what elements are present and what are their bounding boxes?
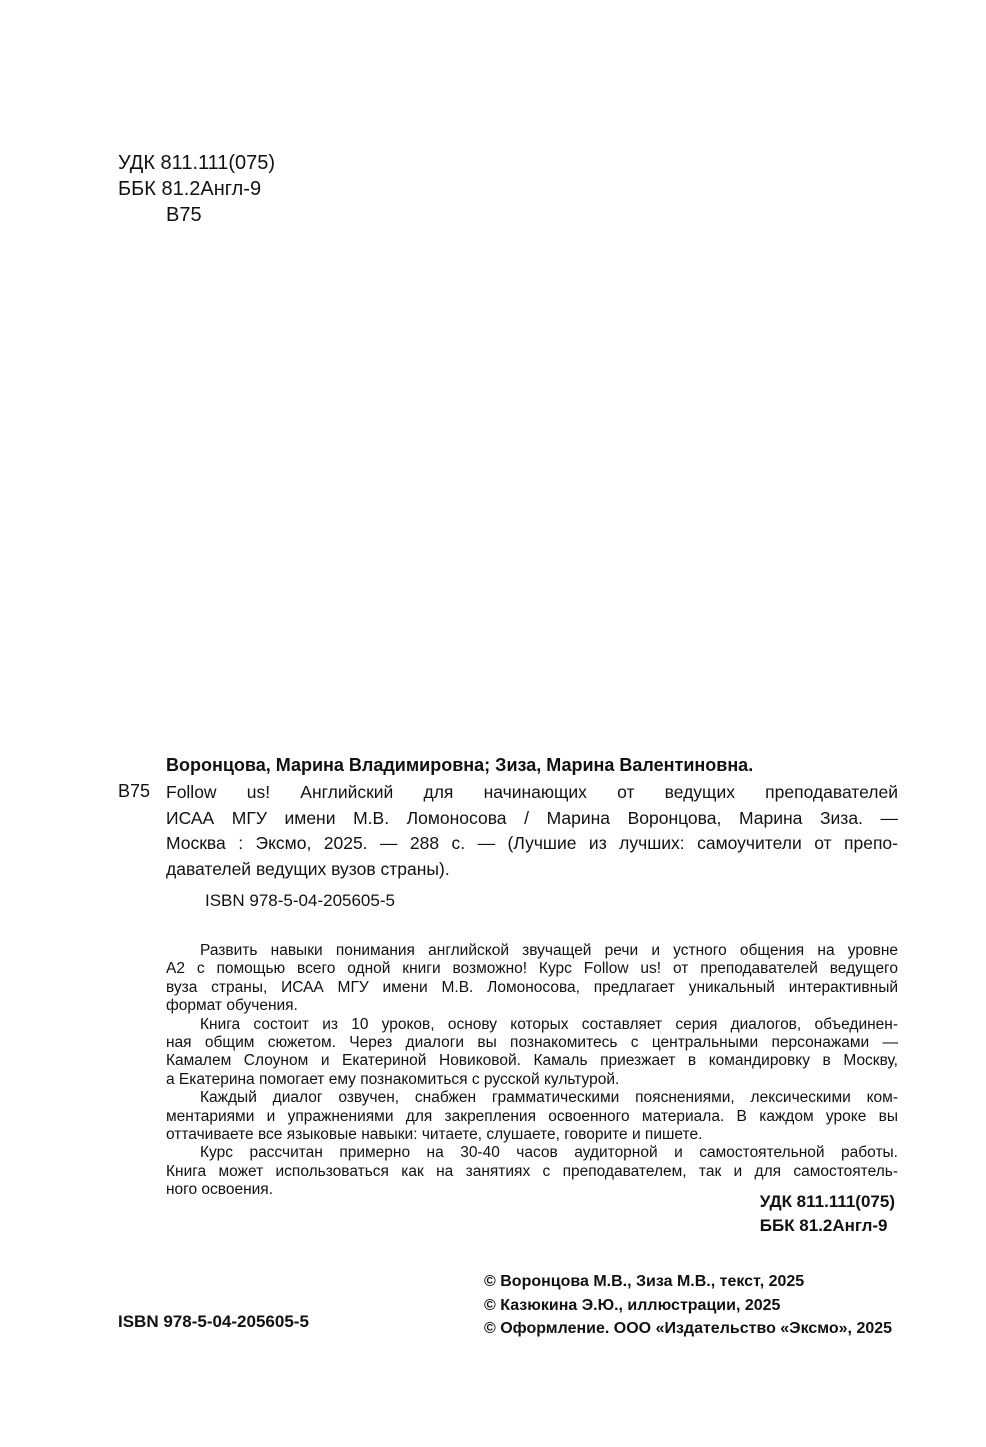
annotation-line: Камалем Слоуном и Екатериной Новиковой. Камаль приезжает в командировку в Москву, bbox=[166, 1052, 898, 1070]
annotation-line: Развить навыки понимания английской звучащей речи и устного общения на уровне bbox=[200, 942, 898, 959]
annotation-line: Каждый диалог озвучен, снабжен грамматическими пояснениями, лексическими ком- bbox=[200, 1089, 898, 1107]
annotation-line: ная общим сюжетом. Через диалоги вы познакомитесь с центральными персонажами — bbox=[166, 1034, 898, 1052]
author-mark-record: В75 bbox=[118, 781, 151, 801]
isbn-bottom: ISBN 978-5-04-205605-5 bbox=[118, 1312, 309, 1331]
copyright-block bbox=[484, 1270, 892, 1341]
annotation-line: вуза страны, ИСАА МГУ имени М.В. Ломоносова, предлагает уникальный интерактивный bbox=[166, 978, 898, 996]
annotation-line: ного освоения. bbox=[166, 1181, 274, 1199]
copyright-line: © Казюкина Э.Ю., иллюстрации, 2025 bbox=[484, 1296, 781, 1314]
bibliographic-line: давателей ведущих вузов страны). bbox=[166, 858, 450, 879]
copyright-line: © Оформление. ООО «Издательство «Эксмо», 2025 bbox=[484, 1320, 893, 1337]
annotation-line: Книга может использоваться как на занятиях с преподавателем, так и для самостоятель- bbox=[166, 1162, 898, 1180]
annotation-line: а Екатерина помогает ему познакомиться с русской культурой. bbox=[166, 1070, 620, 1088]
udk-code-bottom: УДК 811.111(075) bbox=[759, 1192, 895, 1211]
bbk-code-top: ББК 81.2Англ-9 bbox=[118, 178, 262, 200]
annotation-line: формат обучения. bbox=[166, 997, 298, 1015]
bbk-code-bottom: ББК 81.2Англ-9 bbox=[759, 1216, 888, 1235]
bibliographic-description bbox=[166, 780, 898, 882]
annotation bbox=[166, 942, 898, 1200]
copyright-line: © Воронцова М.В., Зиза М.В., текст, 2025 bbox=[484, 1273, 805, 1290]
bibliographic-line: Москва : Эксмо, 2025. — 288 с. — (Лучшие из лучших: самоучители от препо- bbox=[166, 833, 898, 853]
authors-heading: Воронцова, Марина Владимировна; Зиза, Марина Валентиновна. bbox=[166, 755, 754, 775]
annotation-line: оттачиваете все языковые навыки: читаете, слушаете, говорите и пишете. bbox=[166, 1126, 703, 1144]
author-mark-top: В75 bbox=[166, 204, 202, 226]
annotation-line: А2 с помощью всего одной книги возможно! Курс Follow us! от преподавателей ведущего bbox=[166, 960, 898, 978]
annotation-line: Книга состоит из 10 уроков, основу которых составляет серия диалогов, объединен- bbox=[200, 1015, 898, 1033]
bibliographic-line: ИСАА МГУ имени М.В. Ломоносова / Марина Воронцова, Марина Зиза. — bbox=[166, 807, 898, 828]
annotation-line: ментариями и упражнениями для закрепления освоенного материала. В каждом уроке вы bbox=[166, 1107, 898, 1125]
isbn-record: ISBN 978-5-04-205605-5 bbox=[205, 891, 395, 910]
classification-codes-bottom bbox=[760, 1190, 895, 1238]
udk-code-top: УДК 811.111(075) bbox=[118, 152, 276, 174]
bibliographic-line: Follow us! Английский для начинающих от ведущих преподавателей bbox=[166, 782, 898, 802]
annotation-line: Курс рассчитан примерно на 30-40 часов аудиторной и самостоятельной работы. bbox=[200, 1144, 898, 1162]
